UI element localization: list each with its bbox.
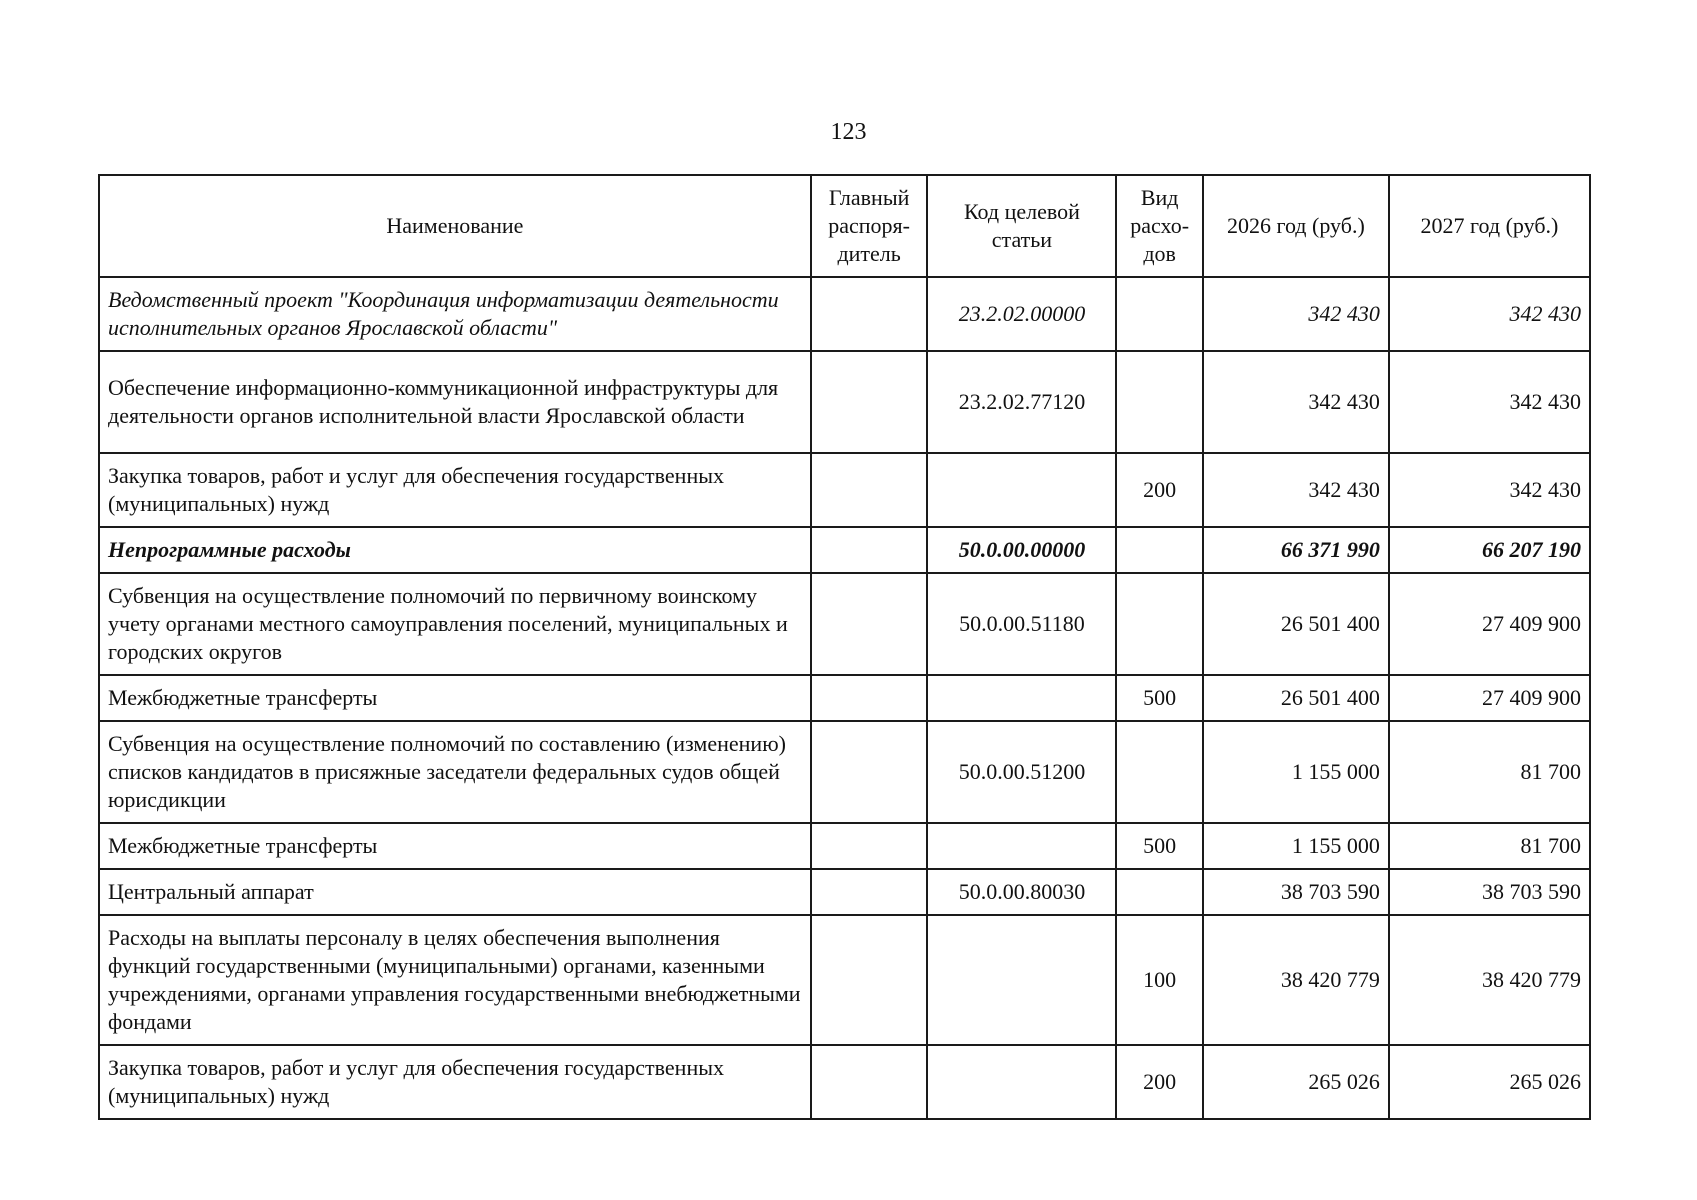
row-2027: 342 430	[1389, 453, 1590, 527]
row-kind: 500	[1116, 823, 1202, 869]
row-manager	[811, 721, 928, 823]
table-row	[99, 721, 1590, 823]
row-kind	[1116, 573, 1202, 675]
row-2026: 342 430	[1203, 277, 1389, 351]
row-code	[927, 1045, 1116, 1119]
row-kind	[1116, 351, 1202, 453]
row-code: 50.0.00.80030	[927, 869, 1116, 915]
row-2027: 81 700	[1389, 823, 1590, 869]
row-code: 50.0.00.00000	[927, 527, 1116, 573]
row-name: Субвенция на осуществление полномочий по первичному воинскому учету органами местного самоуправления поселений, муниципальных и городских округов	[99, 573, 811, 675]
row-name: Межбюджетные трансферты	[99, 823, 811, 869]
row-2027: 27 409 900	[1389, 675, 1590, 721]
table-row	[99, 527, 1590, 573]
row-code: 23.2.02.00000	[927, 277, 1116, 351]
row-2027: 66 207 190	[1389, 527, 1590, 573]
budget-table	[98, 174, 1591, 1120]
row-2026: 342 430	[1203, 351, 1389, 453]
row-manager	[811, 277, 928, 351]
row-manager	[811, 1045, 928, 1119]
header-2027: 2027 год (руб.)	[1389, 175, 1590, 277]
row-name: Ведомственный проект "Координация информатизации деятельности исполнительных органов Ярославской области"	[99, 277, 811, 351]
table-row	[99, 351, 1590, 453]
row-2027: 342 430	[1389, 351, 1590, 453]
row-code: 23.2.02.77120	[927, 351, 1116, 453]
header-manager: Главный распоря-дитель	[811, 175, 928, 277]
header-name: Наименование	[99, 175, 811, 277]
row-name: Субвенция на осуществление полномочий по составлению (изменению) списков кандидатов в присяжные заседатели федеральных судов общей юрисдикции	[99, 721, 811, 823]
row-kind	[1116, 527, 1202, 573]
row-2026: 26 501 400	[1203, 573, 1389, 675]
table-row	[99, 277, 1590, 351]
page-number: 123	[830, 119, 867, 145]
row-code	[927, 915, 1116, 1045]
table-row	[99, 675, 1590, 721]
row-manager	[811, 675, 928, 721]
row-manager	[811, 527, 928, 573]
row-manager	[811, 869, 928, 915]
table-row	[99, 915, 1590, 1045]
row-2026: 1 155 000	[1203, 721, 1389, 823]
table-row	[99, 823, 1590, 869]
header-code: Код целевой статьи	[927, 175, 1116, 277]
row-2026: 1 155 000	[1203, 823, 1389, 869]
row-name: Закупка товаров, работ и услуг для обеспечения государственных (муниципальных) нужд	[99, 453, 811, 527]
row-code	[927, 453, 1116, 527]
row-code	[927, 675, 1116, 721]
row-2026: 342 430	[1203, 453, 1389, 527]
row-kind: 200	[1116, 1045, 1202, 1119]
row-2026: 66 371 990	[1203, 527, 1389, 573]
row-code: 50.0.00.51180	[927, 573, 1116, 675]
header-2026: 2026 год (руб.)	[1203, 175, 1389, 277]
row-kind: 100	[1116, 915, 1202, 1045]
table-row	[99, 1045, 1590, 1119]
row-2026: 38 703 590	[1203, 869, 1389, 915]
row-kind	[1116, 277, 1202, 351]
row-2027: 38 703 590	[1389, 869, 1590, 915]
header-kind: Вид расхо-дов	[1116, 175, 1202, 277]
row-2027: 27 409 900	[1389, 573, 1590, 675]
row-2026: 38 420 779	[1203, 915, 1389, 1045]
row-name: Межбюджетные трансферты	[99, 675, 811, 721]
table-row	[99, 453, 1590, 527]
row-code: 50.0.00.51200	[927, 721, 1116, 823]
table-row	[99, 869, 1590, 915]
row-2027: 38 420 779	[1389, 915, 1590, 1045]
row-manager	[811, 351, 928, 453]
row-manager	[811, 453, 928, 527]
row-manager	[811, 573, 928, 675]
row-name: Закупка товаров, работ и услуг для обеспечения государственных (муниципальных) нужд	[99, 1045, 811, 1119]
table-row	[99, 573, 1590, 675]
row-kind: 500	[1116, 675, 1202, 721]
row-name: Центральный аппарат	[99, 869, 811, 915]
row-name: Обеспечение информационно-коммуникационной инфраструктуры для деятельности органов исполнительной власти Ярославской области	[99, 351, 811, 453]
row-kind	[1116, 721, 1202, 823]
row-kind: 200	[1116, 453, 1202, 527]
row-2027: 265 026	[1389, 1045, 1590, 1119]
row-2026: 26 501 400	[1203, 675, 1389, 721]
row-kind	[1116, 869, 1202, 915]
row-2026: 265 026	[1203, 1045, 1389, 1119]
row-manager	[811, 915, 928, 1045]
row-manager	[811, 823, 928, 869]
row-name: Расходы на выплаты персоналу в целях обеспечения выполнения функций государственными (муниципальными) органами, казенными учреждениями, органами управления государственными внебюджетными фондами	[99, 915, 811, 1045]
row-2027: 81 700	[1389, 721, 1590, 823]
row-code	[927, 823, 1116, 869]
header-row	[99, 175, 1590, 277]
row-name: Непрограммные расходы	[99, 527, 811, 573]
row-2027: 342 430	[1389, 277, 1590, 351]
